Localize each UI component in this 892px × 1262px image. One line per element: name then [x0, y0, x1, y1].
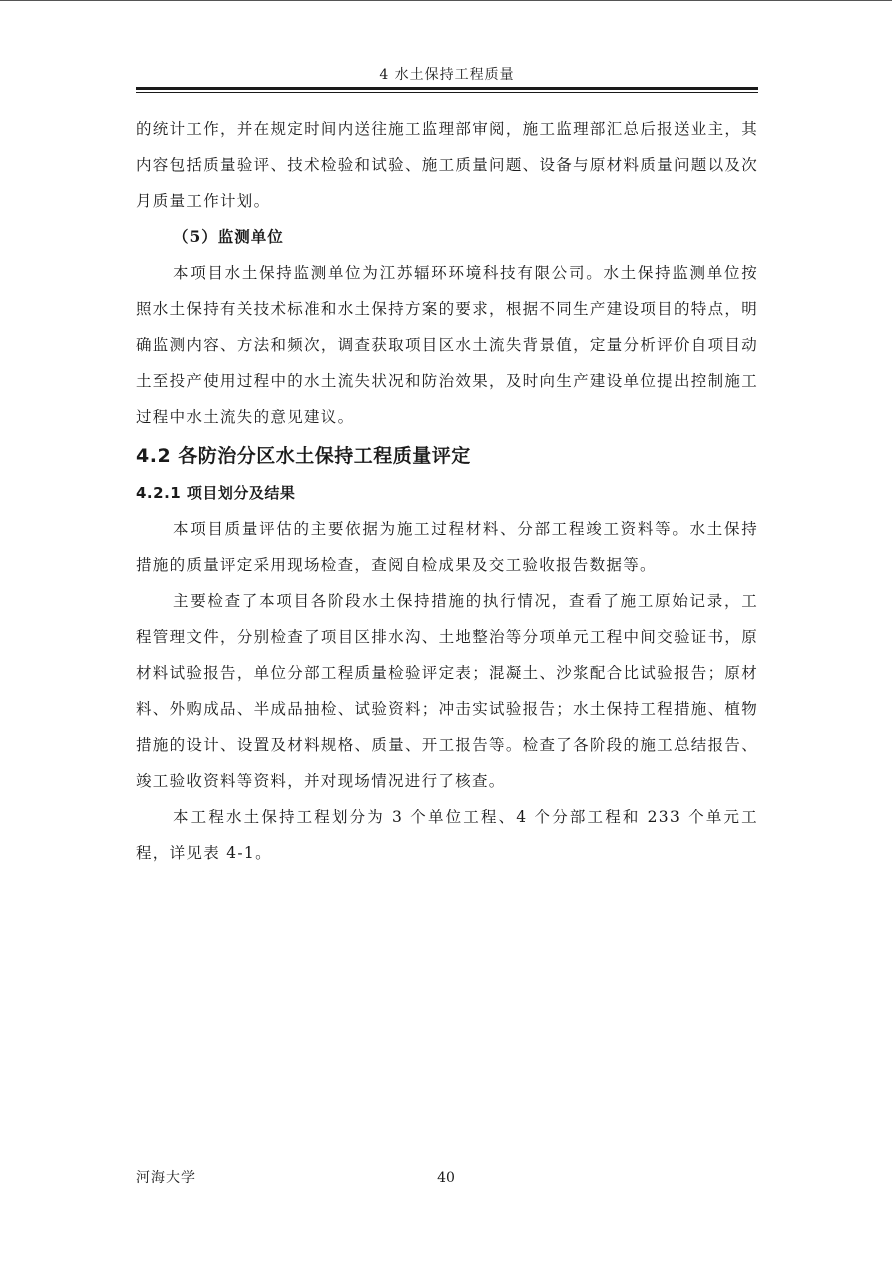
monitoring-unit-heading: （5）监测单位: [173, 227, 284, 246]
footer-institution: 河海大学: [136, 1170, 196, 1186]
footer-page-number: 40: [437, 1170, 455, 1186]
page-content: [136, 111, 758, 871]
running-header-title: 4 水土保持工程质量: [379, 67, 515, 83]
subsection-heading-4-2-1: 4.2.1 项目划分及结果: [136, 484, 296, 502]
header-rule-thick: [136, 87, 758, 90]
division-result-paragraph: 本工程水土保持工程划分为 3 个单位工程、4 个分部工程和 233 个单元工程，详见表 4-1。: [136, 808, 758, 862]
monitoring-unit-paragraph: 本项目水土保持监测单位为江苏辐环环境科技有限公司。水土保持监测单位按照水土保持有关技术标准和水土保持方案的要求，根据不同生产建设项目的特点，明确监测内容、方法和频次，调查获取项目区水土流失背景值，定量分析评价自项目动土至投产使用过程中的水土流失状况和防治效果，及时向生产建设单位提出控制施工过程中水土流失的意见建议。: [136, 264, 758, 426]
inspection-paragraph: 主要检查了本项目各阶段水土保持措施的执行情况，查看了施工原始记录，工程管理文件，分别检查了项目区排水沟、土地整治等分项单元工程中间交验证书，原材料试验报告，单位分部工程质量检验评定表；混凝土、沙浆配合比试验报告；原材料、外购成品、半成品抽检、试验资料；冲击实试验报告；水土保持工程措施、植物措施的设计、设置及材料规格、质量、开工报告等。检查了各阶段的施工总结报告、竣工验收资料等资料，并对现场情况进行了核查。: [136, 592, 758, 790]
header-rule-thin: [136, 92, 758, 93]
page-top-edge: [0, 0, 892, 1]
section-heading-4-2: 4.2 各防治分区水土保持工程质量评定: [136, 445, 471, 467]
continuation-paragraph: 的统计工作，并在规定时间内送往施工监理部审阅，施工监理部汇总后报送业主，其内容包括质量验评、技术检验和试验、施工质量问题、设备与原材料质量问题以及次月质量工作计划。: [136, 120, 758, 210]
evaluation-basis-paragraph: 本项目质量评估的主要依据为施工过程材料、分部工程竣工资料等。水土保持措施的质量评定采用现场检查，查阅自检成果及交工验收报告数据等。: [136, 520, 758, 574]
